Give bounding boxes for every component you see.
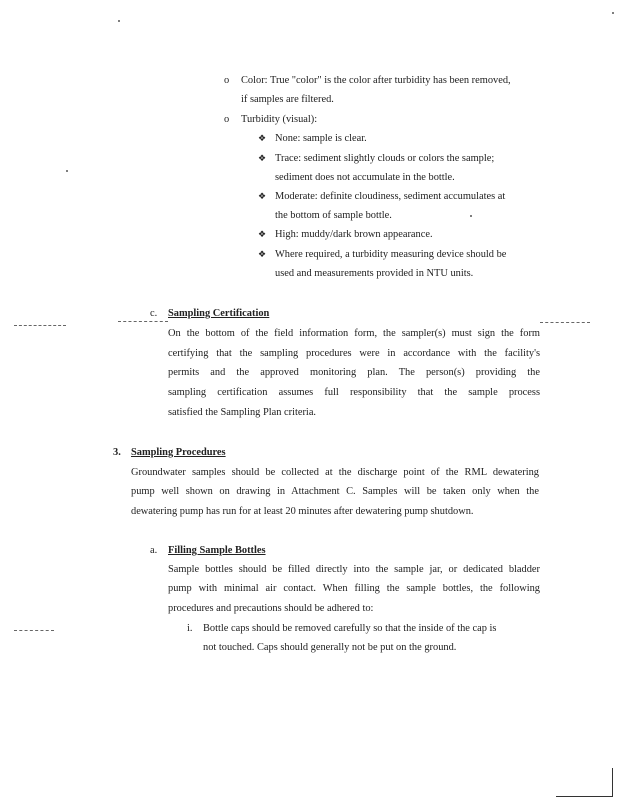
turbidity-item-label: Turbidity (visual): <box>241 114 318 125</box>
sampling-certification-line-1: On the bottom of the field information form, the sampler(s) must sign the form <box>168 328 540 339</box>
diamond-bullet-icon: ❖ <box>258 133 267 143</box>
diamond-bullet-icon: ❖ <box>258 229 267 239</box>
diamond-bullet-icon: ❖ <box>258 191 267 201</box>
scan-line-left <box>14 325 66 326</box>
sampling-procedures-heading: Sampling Procedures <box>131 447 226 458</box>
turbidity-measuring-line-1: Where required, a turbidity measuring device should be <box>275 249 507 260</box>
scan-line-right <box>540 322 590 323</box>
section-marker: c. <box>150 308 158 319</box>
scan-speck <box>66 170 68 172</box>
scan-line-left <box>14 630 54 631</box>
sampling-certification-heading: Sampling Certification <box>168 308 270 319</box>
filling-sample-bottles-line-1: Sample bottles should be filled directly into the sample jar, or dedicated bladder <box>168 564 540 575</box>
filling-sample-bottles-line-3: procedures and precautions should be adhered to: <box>168 603 374 614</box>
filling-sample-bottles-line-2: pump with minimal air contact. When filling the sample bottles, the following <box>168 583 540 594</box>
turbidity-level-trace-line-2: sediment does not accumulate in the bottle. <box>275 172 455 183</box>
section-number: 3. <box>113 447 121 458</box>
color-item-line-2: if samples are filtered. <box>241 94 334 105</box>
filling-sample-bottles-heading: Filling Sample Bottles <box>168 545 266 556</box>
turbidity-level-none: None: sample is clear. <box>275 133 367 144</box>
turbidity-level-trace-line-1: Trace: sediment slightly clouds or colors the sample; <box>275 153 495 164</box>
turbidity-level-high: High: muddy/dark brown appearance. <box>275 229 433 240</box>
turbidity-level-moderate-line-1: Moderate: definite cloudiness, sediment accumulates at <box>275 191 506 202</box>
bottle-caps-line-1: Bottle caps should be removed carefully so that the inside of the cap is <box>203 623 497 634</box>
color-item-line-1: Color: True "color" is the color after turbidity has been removed, <box>241 75 511 86</box>
scan-corner-mark <box>556 796 613 797</box>
sub-item-marker: i. <box>187 623 193 634</box>
sampling-certification-line-2: certifying that the sampling procedures were in accordance with the facility's <box>168 348 540 359</box>
turbidity-level-moderate-line-2: the bottom of sample bottle. <box>275 210 392 221</box>
diamond-bullet-icon: ❖ <box>258 249 267 259</box>
turbidity-measuring-line-2: used and measurements provided in NTU units. <box>275 268 474 279</box>
scan-speck <box>470 215 472 217</box>
sampling-certification-line-4: sampling certification assumes full responsibility that the sample process <box>168 387 540 398</box>
list-bullet: o <box>224 114 230 125</box>
scan-line-mid <box>118 321 168 322</box>
scan-speck <box>612 12 614 14</box>
list-bullet: o <box>224 75 230 86</box>
sampling-procedures-line-1: Groundwater samples should be collected at the discharge point of the RML dewatering <box>131 467 539 478</box>
bottle-caps-line-2: not touched. Caps should generally not be put on the ground. <box>203 642 457 653</box>
diamond-bullet-icon: ❖ <box>258 153 267 163</box>
section-marker: a. <box>150 545 158 556</box>
scan-corner-mark <box>612 768 613 796</box>
sampling-certification-line-3: permits and the approved monitoring plan. The person(s) providing the <box>168 367 540 378</box>
scan-speck <box>118 20 120 22</box>
sampling-procedures-line-2: pump well shown on drawing in Attachment C. Samples will be taken only when the <box>131 486 539 497</box>
sampling-procedures-line-3: dewatering pump has run for at least 20 minutes after dewatering pump shutdown. <box>131 506 474 517</box>
sampling-certification-line-5: satisfied the Sampling Plan criteria. <box>168 407 317 418</box>
